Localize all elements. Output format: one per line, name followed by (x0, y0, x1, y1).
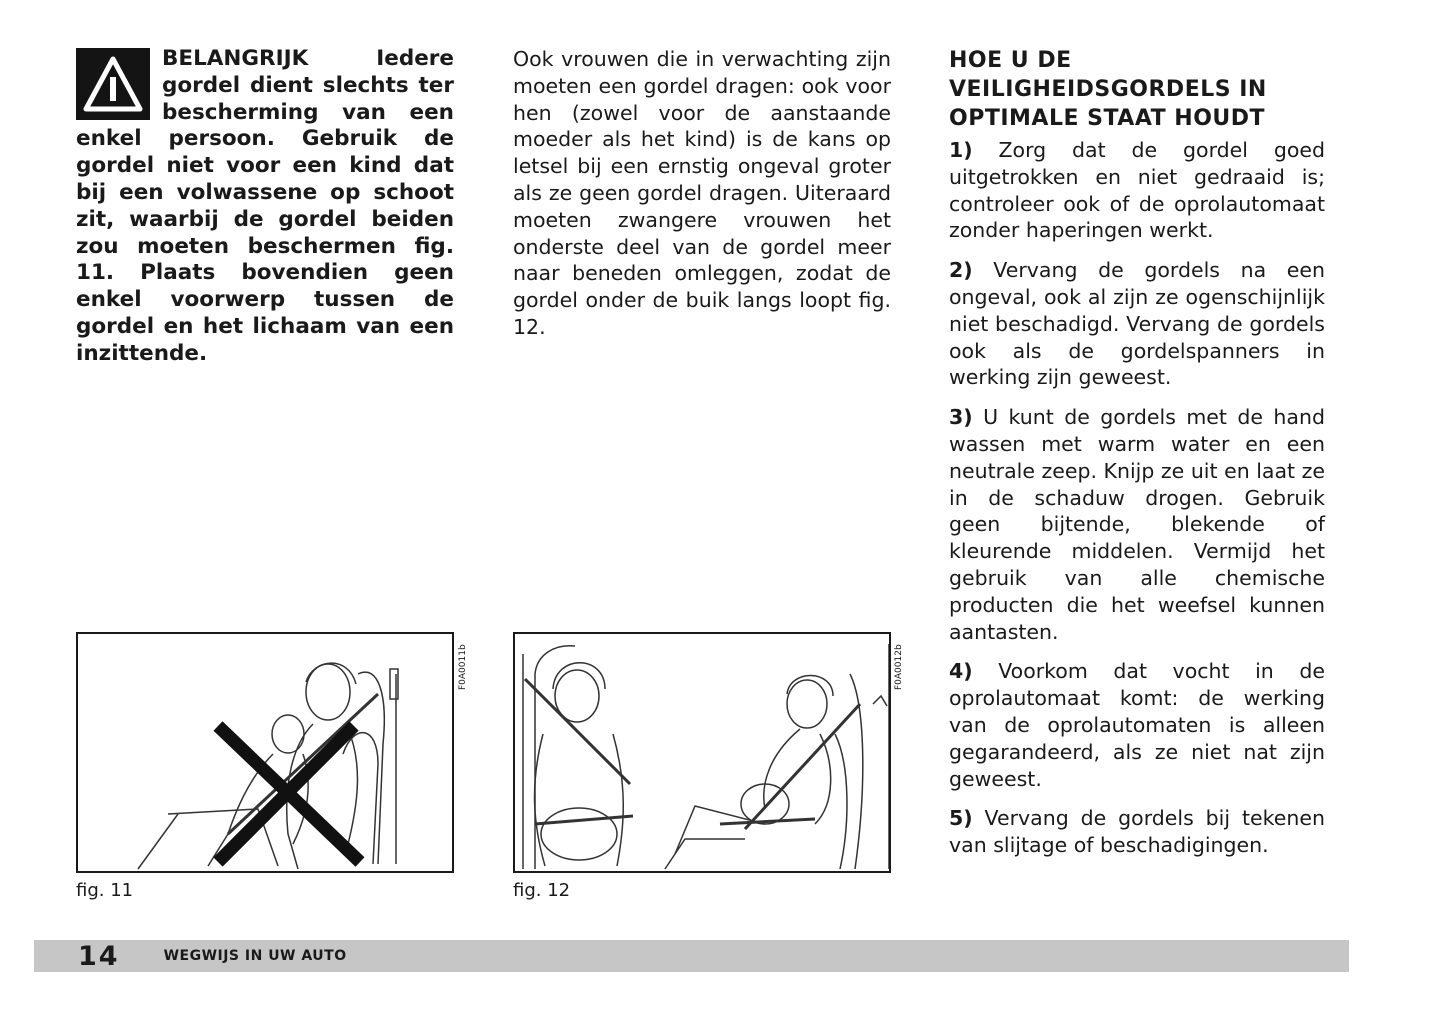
section-label: WEGWIJS IN UW AUTO (163, 948, 347, 964)
pregnancy-block (513, 46, 891, 341)
pregnancy-paragraph: Ook vrouwen die in verwachting zijn moeten een gordel dragen: ook voor hen (zowel voor de aanstaande moeder als het kind) is de kans op letsel bij een ernstig ongeval groter als ze geen gordel dragen. Uiteraard moeten zwangere vrouwen het onderste deel van de gordel meer naar beneden omleggen, zodat de gordel onder de buik langs loopt fig. 12. (513, 47, 891, 339)
maintenance-section (949, 46, 1325, 872)
figure-12-caption: fig. 12 (513, 880, 571, 901)
footer-bar (34, 940, 1349, 972)
figure-11-illustration (76, 632, 454, 873)
list-item: 4) Voorkom dat vocht in de oprolautomaat komt: de werking van de oprolautomaten is alleen gegarandeerd, als ze niet nat zijn geweest. (949, 659, 1325, 791)
list-item: 2) Vervang de gordels na een ongeval, ook al zijn ze ogenschijnlijk niet beschadigd. Vervang de gordels ook als de gordelspanners in werking zijn geweest. (949, 258, 1325, 390)
figure-12-illustration (513, 632, 891, 873)
section-heading: HOE U DE VEILIGHEIDSGORDELS IN OPTIMALE STAAT HOUDT (949, 48, 1267, 131)
page-number: 14 (78, 940, 120, 972)
warning-block (76, 46, 454, 368)
figure-12-code: F0A0012b (894, 644, 904, 690)
list-item: 1) Zorg dat de gordel goed uitgetrokken en niet gedraaid is; controleer ook of de oprolautomaat zonder haperingen werkt. (949, 138, 1325, 243)
list-item: 3) U kunt de gordels met de hand wassen met warm water en een neutrale zeep. Knijp ze uit en laat ze in de schaduw drogen. Gebruik geen bijtende, blekende of kleurende middelen. Vermijd het gebruik van alle chemische producten die het weefsel kunnen aantasten. (949, 405, 1325, 644)
warning-text: BELANGRIJK Iedere gordel dient slechts ter bescherming van een enkel persoon. Gebruik de gordel niet voor een kind dat bij een volwassene op schoot zit, waarbij de gordel beiden zou moeten beschermen fig. 11. Plaats bovendien geen enkel voorwerp tussen de gordel en het lichaam van een inzittende. (76, 46, 454, 366)
list-item: 5) Vervang de gordels bij tekenen van slijtage of beschadigingen. (949, 806, 1325, 858)
figure-11-code: F0A0011b (458, 644, 468, 690)
figure-11-caption: fig. 11 (76, 880, 134, 901)
warning-triangle-icon (76, 48, 150, 120)
